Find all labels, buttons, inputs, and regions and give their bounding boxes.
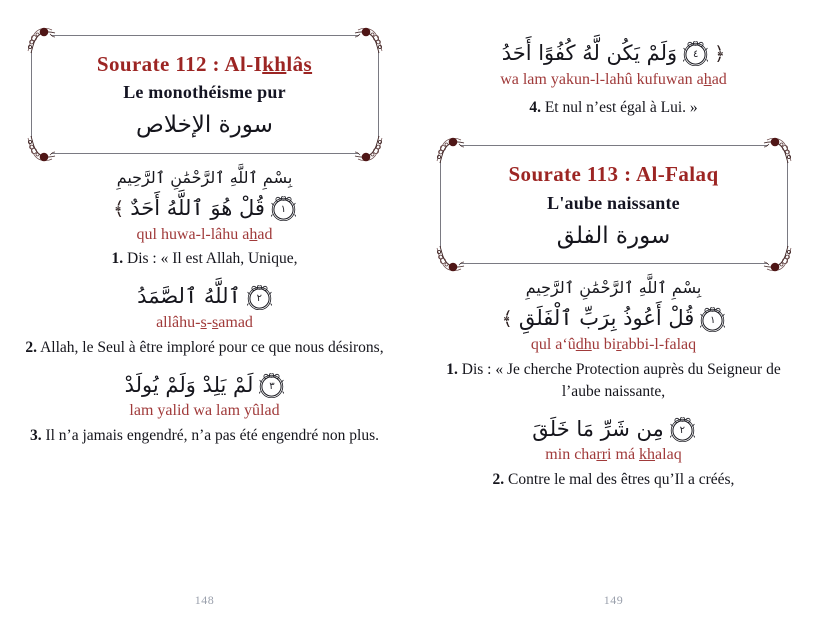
- ayah-line: [0, 281, 409, 313]
- surah-title: Sourate 113 : Al-Falaq: [508, 162, 719, 187]
- surah-title: Sourate 112 : Al-Ikhlâs: [96, 52, 313, 76]
- verse-block: [0, 370, 409, 447]
- surah-arabic-name: سورة الإخلاص: [136, 112, 273, 139]
- ayah-number: ١: [280, 204, 287, 216]
- right-page-body: [409, 0, 818, 584]
- ayah-marker: [700, 307, 725, 332]
- surah-arabic-name: سورة الفلق: [556, 222, 671, 249]
- verse-list-al-falaq: [409, 278, 818, 491]
- verse-block: [0, 281, 409, 358]
- translation: 3. Il n’a jamais engendré, n’a pas été engendré non plus.: [29, 426, 380, 444]
- bismillah: بِسْمِ ٱللَّهِ ٱلرَّحْمَٰنِ ٱلرَّحِيمِ: [525, 278, 702, 298]
- transliteration: allâhu-s-samad: [156, 313, 253, 331]
- bismillah: بِسْمِ ٱللَّهِ ٱلرَّحْمَٰنِ ٱلرَّحِيمِ: [116, 168, 293, 187]
- ayah-arabic-text: قُلْ أَعُوذُ بِرَبِّ ٱلْفَلَقِ: [518, 306, 695, 331]
- ornament-corner-bottom-right-icon: [763, 240, 797, 274]
- translation: 1. Dis : « Je cherche Protection auprès du Seigneur de l’aube naissante,: [446, 360, 781, 400]
- frame-line-top: [51, 35, 359, 36]
- ayah-arabic-text: قُلْ هُوَ ٱللَّهُ أَحَدٌ: [130, 196, 265, 220]
- ayah-line: [409, 414, 818, 446]
- ornament-corner-top-right-icon: [763, 135, 797, 169]
- transliteration: qul a‘ûdhu birabbi-l-falaq: [530, 335, 697, 353]
- ornament-corner-bottom-left-icon: [22, 130, 56, 164]
- verse-block: [0, 193, 409, 270]
- surah-title-box-al-ikhlas: [31, 35, 379, 154]
- ornament-corner-top-right-icon: [354, 25, 388, 59]
- translation: 2. Contre le mal des êtres qu’Il a créés,: [492, 470, 735, 488]
- verse-block: [409, 414, 818, 491]
- frame-line-top: [460, 145, 768, 146]
- verse-list-al-ikhlas: [0, 168, 409, 447]
- ornament-corner-top-left-icon: [431, 135, 465, 169]
- frame-line-left: [31, 52, 32, 137]
- ayah-arabic-text: لَمْ يَلِدْ وَلَمْ يُولَدْ: [124, 372, 254, 397]
- page-number-right: 149: [603, 593, 624, 607]
- transliteration: lam yalid wa lam yûlad: [129, 402, 280, 420]
- ayah-line: [409, 303, 818, 335]
- verse-opening-brace: ﴾: [501, 308, 513, 331]
- transliteration: wa lam yakun-l-lahû kufuwan ahad: [500, 70, 727, 88]
- ayah-number: ٣: [269, 380, 275, 392]
- verse-block-continued: [409, 38, 818, 119]
- ayah-line: [0, 193, 409, 225]
- left-page-body: [0, 0, 409, 584]
- frame-line-left: [440, 162, 441, 247]
- ayah-number: ٢: [679, 424, 685, 436]
- translation: 1. Dis : « Il est Allah, Unique,: [111, 250, 298, 268]
- ornament-corner-bottom-right-icon: [354, 130, 388, 164]
- surah-subtitle: L'aube naissante: [547, 192, 680, 213]
- transliteration: qul huwa-l-lâhu ahad: [136, 225, 273, 243]
- ayah-number: ١: [710, 314, 716, 326]
- translation: 2. Allah, le Seul à être imploré pour ce que nous désirons,: [25, 338, 384, 356]
- translation: 4. Et nul n’est égal à Lui. »: [529, 99, 698, 117]
- ayah-marker: [259, 373, 284, 398]
- frame-line-bottom: [51, 153, 359, 154]
- frame-line-bottom: [460, 263, 768, 264]
- page-number-left: 148: [194, 593, 215, 607]
- ayah-marker: [683, 41, 708, 66]
- ayah-marker: [271, 196, 296, 221]
- verse-closing-brace: ﴿: [714, 42, 726, 65]
- frame-line-right: [787, 162, 788, 247]
- ayah-line: [0, 370, 409, 402]
- surah-title-box-al-falaq: [440, 145, 788, 264]
- frame-line-right: [378, 52, 379, 137]
- ayah-arabic-text: ٱللَّهُ ٱلصَّمَدُ: [137, 284, 241, 309]
- surah-subtitle: Le monothéisme pur: [123, 82, 286, 103]
- verse-opening-brace: ﴾: [113, 197, 125, 220]
- ayah-line: [409, 38, 818, 70]
- ayah-number: ٢: [256, 292, 263, 304]
- transliteration: min charri má khalaq: [545, 446, 682, 464]
- ornament-corner-bottom-left-icon: [431, 240, 465, 274]
- verse-block: [409, 303, 818, 402]
- ayah-marker: [670, 417, 695, 442]
- ayah-number: ٤: [692, 49, 699, 61]
- ayah-marker: [247, 285, 272, 310]
- ayah-arabic-text: مِن شَرِّ مَا خَلَقَ: [532, 416, 664, 441]
- ornament-corner-top-left-icon: [22, 25, 56, 59]
- ayah-arabic-text: وَلَمْ يَكُن لَّهُ كُفُوًا أَحَدُ: [501, 41, 678, 65]
- right-page: [409, 0, 818, 624]
